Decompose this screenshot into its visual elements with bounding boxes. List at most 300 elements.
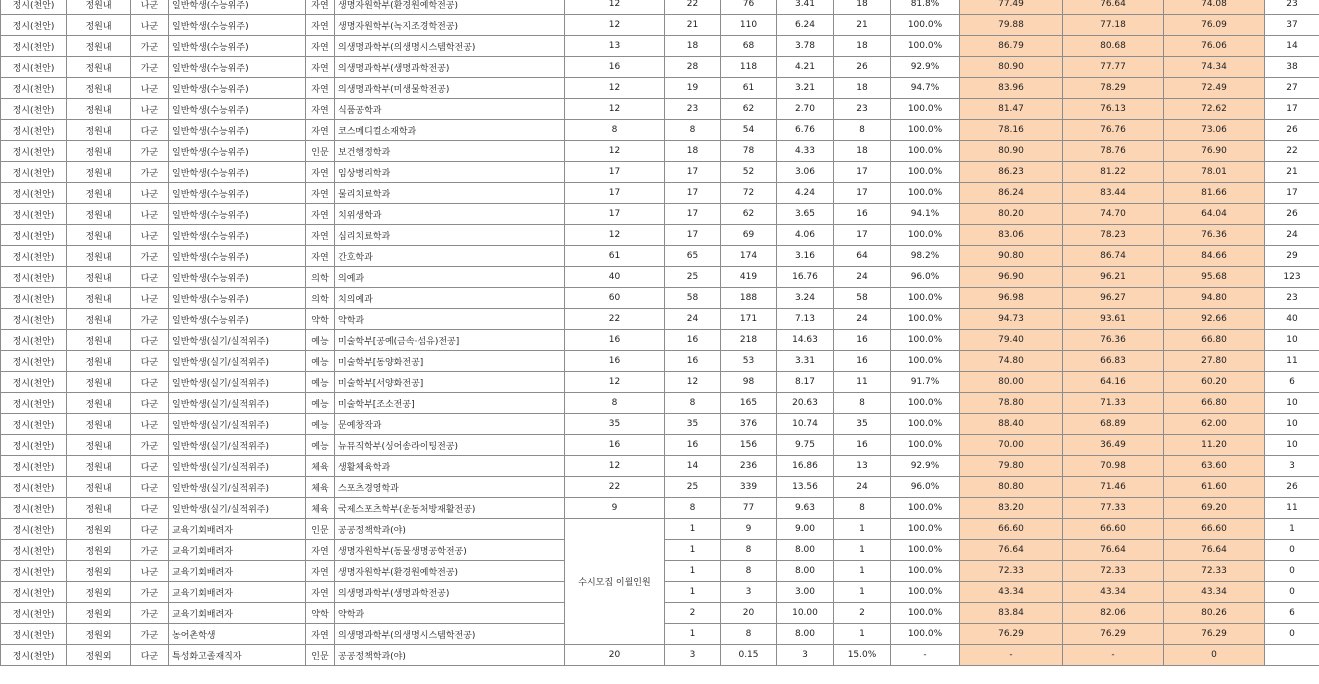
additional-pass-cell: 17	[1265, 183, 1319, 204]
applicants-cell: 3	[721, 582, 777, 603]
track-cell: 인문	[306, 141, 335, 162]
group-cell: 가군	[131, 582, 169, 603]
registered-cell: 16	[834, 351, 891, 372]
selection-type-cell: 일반학생(수능위주)	[169, 120, 306, 141]
recruit-final-cell: 16	[665, 330, 721, 351]
admission-type-cell: 정시(천안)	[1, 267, 67, 288]
competition-rate-cell: 8.00	[777, 540, 834, 561]
group-cell: 나군	[131, 99, 169, 120]
admission-type-cell: 정시(천안)	[1, 645, 67, 666]
group-cell: 나군	[131, 15, 169, 36]
table-row	[1, 120, 1319, 141]
registration-rate-cell: 100.0%	[891, 183, 960, 204]
recruit-planned-cell: 12	[565, 225, 665, 246]
track-cell: 예능	[306, 414, 335, 435]
score-avg-cell: 71.33	[1063, 393, 1164, 414]
registration-rate-cell: 94.7%	[891, 78, 960, 99]
applicants-cell: 188	[721, 288, 777, 309]
score-max-cell: 43.34	[960, 582, 1063, 603]
group-cell: 가군	[131, 57, 169, 78]
registered-cell: 18	[834, 141, 891, 162]
score-min-cell: 76.06	[1164, 36, 1265, 57]
competition-rate-cell: 3.65	[777, 204, 834, 225]
group-cell: 가군	[131, 36, 169, 57]
additional-pass-cell: 6	[1265, 372, 1319, 393]
selection-type-cell: 일반학생(수능위주)	[169, 183, 306, 204]
recruit-planned-cell: 16	[565, 435, 665, 456]
recruit-final-cell: 16	[665, 435, 721, 456]
table-row	[1, 15, 1319, 36]
department-cell: 미술학부[서양화전공]	[335, 372, 565, 393]
selection-type-cell: 교육기회배려자	[169, 603, 306, 624]
score-min-cell: 0	[1164, 645, 1265, 666]
competition-rate-cell: 6.24	[777, 15, 834, 36]
track-cell: 자연	[306, 225, 335, 246]
applicants-cell: 8	[721, 624, 777, 645]
registration-rate-cell: 94.1%	[891, 204, 960, 225]
department-cell: 임상병리학과	[335, 162, 565, 183]
selection-type-cell: 일반학생(수능위주)	[169, 141, 306, 162]
registered-cell: 13	[834, 456, 891, 477]
quota-type-cell: 정원내	[67, 414, 131, 435]
score-max-cell: 72.33	[960, 561, 1063, 582]
score-avg-cell: 68.89	[1063, 414, 1164, 435]
registration-rate-cell: 100.0%	[891, 435, 960, 456]
applicants-cell: 78	[721, 141, 777, 162]
score-avg-cell: 78.76	[1063, 141, 1164, 162]
selection-type-cell: 일반학생(수능위주)	[169, 162, 306, 183]
recruit-planned-cell: 17	[565, 183, 665, 204]
score-max-cell: 83.20	[960, 498, 1063, 519]
track-cell: 자연	[306, 162, 335, 183]
score-max-cell: 80.00	[960, 372, 1063, 393]
recruit-planned-cell: 12	[565, 141, 665, 162]
track-cell: 자연	[306, 36, 335, 57]
quota-type-cell: 정원외	[67, 645, 131, 666]
registered-cell: 18	[834, 36, 891, 57]
score-max-cell: 86.79	[960, 36, 1063, 57]
score-min-cell: 27.80	[1164, 351, 1265, 372]
score-min-cell: 63.60	[1164, 456, 1265, 477]
score-min-cell: 94.80	[1164, 288, 1265, 309]
registration-rate-cell: 100.0%	[891, 120, 960, 141]
additional-pass-cell: 26	[1265, 120, 1319, 141]
admission-type-cell: 정시(천안)	[1, 351, 67, 372]
additional-pass-cell: 0	[1265, 624, 1319, 645]
admission-type-cell: 정시(천안)	[1, 225, 67, 246]
recruit-planned-cell: 20	[565, 645, 665, 666]
quota-type-cell: 정원내	[67, 393, 131, 414]
recruit-planned-cell: 12	[565, 99, 665, 120]
registration-rate-cell: 100.0%	[891, 99, 960, 120]
additional-pass-cell: 23	[1265, 288, 1319, 309]
applicants-cell: 8	[721, 561, 777, 582]
score-min-cell: 74.08	[1164, 0, 1265, 15]
quota-type-cell: 정원내	[67, 120, 131, 141]
applicants-cell: 62	[721, 204, 777, 225]
department-cell: 치의예과	[335, 288, 565, 309]
group-cell: 다군	[131, 372, 169, 393]
group-cell: 나군	[131, 183, 169, 204]
recruit-planned-cell: 35	[565, 414, 665, 435]
recruit-planned-cell: 60	[565, 288, 665, 309]
recruit-planned-cell: 40	[565, 267, 665, 288]
competition-rate-cell: 3.78	[777, 36, 834, 57]
admission-type-cell: 정시(천안)	[1, 603, 67, 624]
score-max-cell: 81.47	[960, 99, 1063, 120]
registered-cell: 1	[834, 540, 891, 561]
additional-pass-cell: 23	[1265, 0, 1319, 15]
score-min-cell: 78.01	[1164, 162, 1265, 183]
group-cell: 나군	[131, 78, 169, 99]
table-row	[1, 456, 1319, 477]
additional-pass-cell: 24	[1265, 225, 1319, 246]
recruit-final-cell: 22	[665, 0, 721, 15]
recruit-planned-cell: 13	[565, 36, 665, 57]
score-avg-cell: 77.33	[1063, 498, 1164, 519]
additional-pass-cell: 3	[1265, 456, 1319, 477]
recruit-final-cell: 1	[665, 561, 721, 582]
track-cell: 예능	[306, 435, 335, 456]
group-cell: 가군	[131, 624, 169, 645]
track-cell: 자연	[306, 183, 335, 204]
group-cell: 가군	[131, 309, 169, 330]
selection-type-cell: 일반학생(실기/실적위주)	[169, 351, 306, 372]
admission-type-cell: 정시(천안)	[1, 435, 67, 456]
score-min-cell: 76.36	[1164, 225, 1265, 246]
track-cell: 자연	[306, 120, 335, 141]
department-cell: 치위생학과	[335, 204, 565, 225]
quota-type-cell: 정원외	[67, 582, 131, 603]
admission-type-cell: 정시(천안)	[1, 477, 67, 498]
score-max-cell: 76.64	[960, 540, 1063, 561]
score-avg-cell: 78.23	[1063, 225, 1164, 246]
admission-type-cell: 정시(천안)	[1, 540, 67, 561]
track-cell: 자연	[306, 561, 335, 582]
department-cell: 약학과	[335, 309, 565, 330]
additional-pass-cell: 40	[1265, 309, 1319, 330]
registration-rate-cell: -	[891, 645, 960, 666]
quota-type-cell: 정원내	[67, 141, 131, 162]
recruit-final-cell: 35	[665, 414, 721, 435]
additional-pass-cell: 17	[1265, 99, 1319, 120]
score-avg-cell: 66.83	[1063, 351, 1164, 372]
registered-cell: 35	[834, 414, 891, 435]
quota-type-cell: 정원내	[67, 456, 131, 477]
recruit-final-cell: 65	[665, 246, 721, 267]
department-cell: 스포츠경영학과	[335, 477, 565, 498]
competition-rate-cell: 16.86	[777, 456, 834, 477]
group-cell: 다군	[131, 456, 169, 477]
competition-rate-cell: 3	[777, 645, 834, 666]
applicants-cell: 98	[721, 372, 777, 393]
registered-cell: 1	[834, 519, 891, 540]
selection-type-cell: 특성화고졸재직자	[169, 645, 306, 666]
registration-rate-cell: 96.0%	[891, 267, 960, 288]
registered-cell: 18	[834, 0, 891, 15]
score-min-cell: 76.29	[1164, 624, 1265, 645]
score-max-cell: 78.16	[960, 120, 1063, 141]
department-cell: 미술학부[조소전공]	[335, 393, 565, 414]
department-cell: 생명자원학부(녹지조경학전공)	[335, 15, 565, 36]
group-cell: 다군	[131, 498, 169, 519]
recruit-final-cell: 17	[665, 225, 721, 246]
recruit-final-cell: 23	[665, 99, 721, 120]
additional-pass-cell: 6	[1265, 603, 1319, 624]
registered-cell: 17	[834, 162, 891, 183]
department-cell: 간호학과	[335, 246, 565, 267]
score-max-cell: -	[960, 645, 1063, 666]
selection-type-cell: 일반학생(수능위주)	[169, 36, 306, 57]
score-avg-cell: 93.61	[1063, 309, 1164, 330]
quota-type-cell: 정원내	[67, 162, 131, 183]
score-avg-cell: 76.76	[1063, 120, 1164, 141]
department-cell: 의생명과학부(생명과학전공)	[335, 582, 565, 603]
registration-rate-cell: 92.9%	[891, 456, 960, 477]
table-row	[1, 57, 1319, 78]
selection-type-cell: 일반학생(실기/실적위주)	[169, 435, 306, 456]
track-cell: 자연	[306, 57, 335, 78]
score-min-cell: 92.66	[1164, 309, 1265, 330]
score-min-cell: 62.00	[1164, 414, 1265, 435]
group-cell: 나군	[131, 204, 169, 225]
department-cell: 생활체육학과	[335, 456, 565, 477]
registered-cell: 64	[834, 246, 891, 267]
recruit-planned-cell: 17	[565, 204, 665, 225]
score-avg-cell: 74.70	[1063, 204, 1164, 225]
registration-rate-cell: 81.8%	[891, 0, 960, 15]
competition-rate-cell: 8.00	[777, 624, 834, 645]
registered-cell: 17	[834, 225, 891, 246]
recruit-planned-cell: 12	[565, 0, 665, 15]
track-cell: 체육	[306, 456, 335, 477]
applicants-cell: 61	[721, 78, 777, 99]
quota-type-cell: 정원내	[67, 0, 131, 15]
selection-type-cell: 일반학생(실기/실적위주)	[169, 456, 306, 477]
registered-cell: 24	[834, 309, 891, 330]
group-cell: 다군	[131, 477, 169, 498]
recruit-planned-cell: 12	[565, 78, 665, 99]
recruit-final-cell: 25	[665, 267, 721, 288]
score-max-cell: 74.80	[960, 351, 1063, 372]
score-max-cell: 80.80	[960, 477, 1063, 498]
registration-rate-cell: 91.7%	[891, 372, 960, 393]
track-cell: 자연	[306, 540, 335, 561]
track-cell: 자연	[306, 582, 335, 603]
applicants-cell: 118	[721, 57, 777, 78]
score-avg-cell: 76.13	[1063, 99, 1164, 120]
recruit-final-cell: 58	[665, 288, 721, 309]
selection-type-cell: 일반학생(실기/실적위주)	[169, 477, 306, 498]
score-avg-cell: 80.68	[1063, 36, 1164, 57]
score-max-cell: 83.84	[960, 603, 1063, 624]
competition-rate-cell: 3.31	[777, 351, 834, 372]
registered-cell: 15.0%	[834, 645, 891, 666]
table-row	[1, 246, 1319, 267]
registered-cell: 11	[834, 372, 891, 393]
admission-type-cell: 정시(천안)	[1, 183, 67, 204]
department-cell: 의생명과학부(생명과학전공)	[335, 57, 565, 78]
table-row	[1, 372, 1319, 393]
recruit-final-cell: 17	[665, 183, 721, 204]
group-cell: 다군	[131, 267, 169, 288]
additional-pass-cell: 11	[1265, 498, 1319, 519]
registration-rate-cell: 100.0%	[891, 36, 960, 57]
selection-type-cell: 일반학생(수능위주)	[169, 15, 306, 36]
recruit-planned-cell: 16	[565, 330, 665, 351]
score-min-cell: 81.66	[1164, 183, 1265, 204]
registered-cell: 16	[834, 204, 891, 225]
score-min-cell: 76.64	[1164, 540, 1265, 561]
registration-rate-cell: 96.0%	[891, 477, 960, 498]
admission-type-cell: 정시(천안)	[1, 561, 67, 582]
recruit-planned-cell: 61	[565, 246, 665, 267]
score-avg-cell: 76.64	[1063, 540, 1164, 561]
competition-rate-cell: 7.13	[777, 309, 834, 330]
group-cell: 가군	[131, 162, 169, 183]
score-min-cell: 73.06	[1164, 120, 1265, 141]
recruit-final-cell: 1	[665, 582, 721, 603]
score-min-cell: 43.34	[1164, 582, 1265, 603]
table-row	[1, 519, 1319, 540]
score-min-cell: 76.90	[1164, 141, 1265, 162]
admission-type-cell: 정시(천안)	[1, 624, 67, 645]
additional-pass-cell: 123	[1265, 267, 1319, 288]
quota-type-cell: 정원내	[67, 204, 131, 225]
additional-pass-cell: 38	[1265, 57, 1319, 78]
applicants-cell: 52	[721, 162, 777, 183]
score-min-cell: 66.80	[1164, 393, 1265, 414]
applicants-cell: 20	[721, 603, 777, 624]
selection-type-cell: 일반학생(실기/실적위주)	[169, 372, 306, 393]
department-cell: 생명자원학부(동물생명공학전공)	[335, 540, 565, 561]
group-cell: 다군	[131, 330, 169, 351]
track-cell: 의학	[306, 267, 335, 288]
table-row	[1, 162, 1319, 183]
carryover-note-cell: 수시모집 이월인원	[565, 519, 665, 645]
admission-type-cell: 정시(천안)	[1, 456, 67, 477]
registration-rate-cell: 100.0%	[891, 624, 960, 645]
competition-rate-cell: 3.00	[777, 582, 834, 603]
track-cell: 의학	[306, 288, 335, 309]
competition-rate-cell: 4.06	[777, 225, 834, 246]
department-cell: 미술학부[공예(금속·섬유)전공]	[335, 330, 565, 351]
registered-cell: 1	[834, 582, 891, 603]
admission-type-cell: 정시(천안)	[1, 141, 67, 162]
score-max-cell: 96.98	[960, 288, 1063, 309]
track-cell: 자연	[306, 624, 335, 645]
score-min-cell: 11.20	[1164, 435, 1265, 456]
table-row	[1, 393, 1319, 414]
registration-rate-cell: 100.0%	[891, 414, 960, 435]
department-cell: 공공정책학과(야)	[335, 519, 565, 540]
recruit-final-cell: 25	[665, 477, 721, 498]
group-cell: 나군	[131, 561, 169, 582]
additional-pass-cell: 0	[1265, 540, 1319, 561]
quota-type-cell: 정원내	[67, 351, 131, 372]
registration-rate-cell: 98.2%	[891, 246, 960, 267]
score-avg-cell: 64.16	[1063, 372, 1164, 393]
recruit-planned-cell: 8	[565, 120, 665, 141]
score-min-cell: 74.34	[1164, 57, 1265, 78]
recruit-final-cell: 18	[665, 141, 721, 162]
additional-pass-cell: 21	[1265, 162, 1319, 183]
selection-type-cell: 교육기회배려자	[169, 561, 306, 582]
applicants-cell: 53	[721, 351, 777, 372]
applicants-cell: 165	[721, 393, 777, 414]
score-min-cell: 76.09	[1164, 15, 1265, 36]
registration-rate-cell: 100.0%	[891, 225, 960, 246]
quota-type-cell: 정원내	[67, 36, 131, 57]
additional-pass-cell: 37	[1265, 15, 1319, 36]
additional-pass-cell: 11	[1265, 351, 1319, 372]
admission-type-cell: 정시(천안)	[1, 15, 67, 36]
quota-type-cell: 정원내	[67, 477, 131, 498]
additional-pass-cell: 0	[1265, 561, 1319, 582]
department-cell: 약학과	[335, 603, 565, 624]
quota-type-cell: 정원내	[67, 15, 131, 36]
score-max-cell: 80.20	[960, 204, 1063, 225]
table-row	[1, 267, 1319, 288]
table-row	[1, 99, 1319, 120]
recruit-final-cell: 16	[665, 351, 721, 372]
score-max-cell: 83.06	[960, 225, 1063, 246]
table-row	[1, 288, 1319, 309]
registration-rate-cell: 100.0%	[891, 141, 960, 162]
admission-type-cell: 정시(천안)	[1, 36, 67, 57]
department-cell: 미술학부[동양화전공]	[335, 351, 565, 372]
competition-rate-cell: 9.63	[777, 498, 834, 519]
score-avg-cell: -	[1063, 645, 1164, 666]
quota-type-cell: 정원내	[67, 246, 131, 267]
score-avg-cell: 71.46	[1063, 477, 1164, 498]
registered-cell: 26	[834, 57, 891, 78]
score-avg-cell: 96.21	[1063, 267, 1164, 288]
admission-type-cell: 정시(천안)	[1, 519, 67, 540]
registered-cell: 1	[834, 561, 891, 582]
track-cell: 체육	[306, 477, 335, 498]
admission-type-cell: 정시(천안)	[1, 309, 67, 330]
applicants-cell: 174	[721, 246, 777, 267]
selection-type-cell: 일반학생(실기/실적위주)	[169, 330, 306, 351]
admission-type-cell: 정시(천안)	[1, 498, 67, 519]
quota-type-cell: 정원내	[67, 99, 131, 120]
score-avg-cell: 76.36	[1063, 330, 1164, 351]
recruit-final-cell: 28	[665, 57, 721, 78]
track-cell: 자연	[306, 0, 335, 15]
table-row	[1, 330, 1319, 351]
score-min-cell: 60.20	[1164, 372, 1265, 393]
registered-cell: 8	[834, 393, 891, 414]
competition-rate-cell: 8.00	[777, 561, 834, 582]
registration-rate-cell: 100.0%	[891, 603, 960, 624]
competition-rate-cell: 3.21	[777, 78, 834, 99]
score-avg-cell: 36.49	[1063, 435, 1164, 456]
admission-type-cell: 정시(천안)	[1, 204, 67, 225]
registered-cell: 8	[834, 120, 891, 141]
track-cell: 인문	[306, 519, 335, 540]
selection-type-cell: 일반학생(실기/실적위주)	[169, 393, 306, 414]
score-max-cell: 70.00	[960, 435, 1063, 456]
score-avg-cell: 77.77	[1063, 57, 1164, 78]
registered-cell: 16	[834, 435, 891, 456]
track-cell: 예능	[306, 330, 335, 351]
additional-pass-cell: 14	[1265, 36, 1319, 57]
registered-cell: 24	[834, 267, 891, 288]
competition-rate-cell: 4.21	[777, 57, 834, 78]
group-cell: 다군	[131, 519, 169, 540]
selection-type-cell: 일반학생(수능위주)	[169, 57, 306, 78]
